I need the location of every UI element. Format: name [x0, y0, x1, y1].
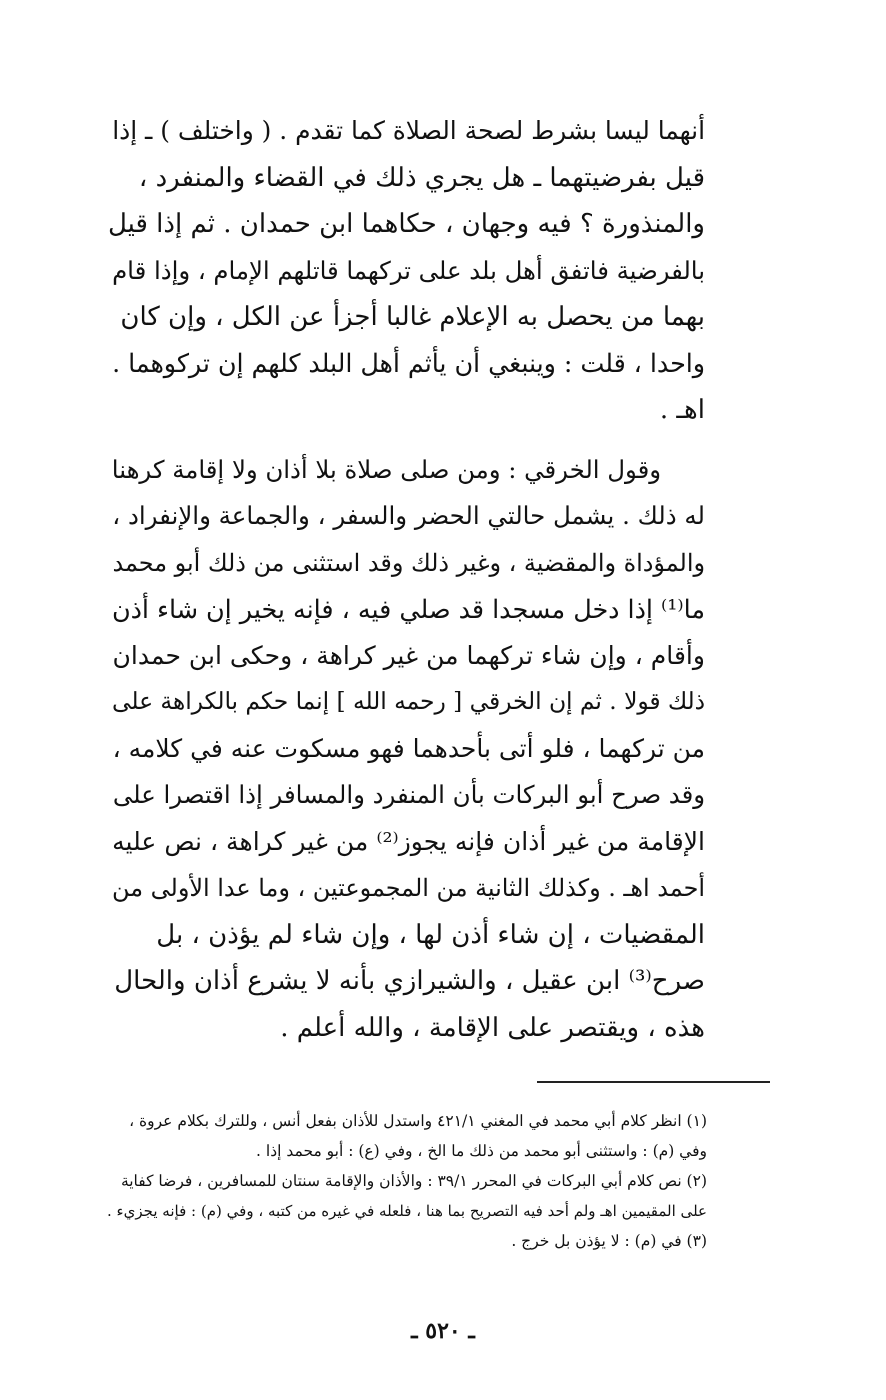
footnote-line: (١) انظر كلام أبي محمد في المغني ٤٢١/١ واستدل للأذان بفعل أنس ، وللترك بكلام عروة ، — [129, 1112, 707, 1130]
text-line: واحدا ، قلت : وينبغي أن يأثم أهل البلد كلهم إن تركوهما . — [112, 348, 705, 378]
text-line: وقول الخرقي : ومن صلى صلاة بلا أذان ولا إقامة كرهنا — [111, 454, 661, 484]
text-line: أنهما ليسا بشرط لصحة الصلاة كما تقدم . ( واختلف ) ـ إذا — [112, 116, 705, 145]
text-line: اهـ . — [659, 395, 705, 425]
text-line: وقد صرح أبو البركات بأن المنفرد والمسافر إذا اقتصرا على — [112, 780, 705, 809]
page-number: ـ ٥٢٠ ـ — [411, 1318, 475, 1344]
text-line: والمؤداة والمقضية ، وغير ذلك وقد استثنى من ذلك أبو محمد — [112, 548, 705, 577]
footnote-line: (٣) في (م) : لا يؤذن بل خرج . — [511, 1232, 707, 1250]
text-line: ما⁽¹⁾ إذا دخل مسجدا قد صلي فيه ، فإنه يخير إن شاء أذن — [111, 594, 705, 624]
text-line: من تركهما ، فلو أتى بأحدهما فهو مسكوت عنه في كلامه ، — [112, 733, 705, 763]
text-line: له ذلك . يشمل حالتي الحضر والسفر ، والجماعة والإنفراد ، — [112, 501, 705, 530]
footnote-line: على المقيمين اهـ ولم أحد فيه التصريح بما هنا ، فلعله في غيره من كتبه ، وفي (م) : فإنه يجزيء . — [106, 1202, 707, 1220]
footnote-line: (٢) نص كلام أبي البركات في المحرر ٣٩/١ : والأذان والإقامة سنتان للمسافرين ، فرضا كفاية — [120, 1172, 707, 1190]
text-line: صرح⁽³⁾ ابن عقيل ، والشيرازي بأنه لا يشرع أذان والحال — [114, 966, 705, 996]
footnote-line: وفي (م) : واستثنى أبو محمد من ذلك ما الخ ، وفي (ع) : أبو محمد إذا . — [256, 1142, 707, 1160]
text-line: وأقام ، وإن شاء تركهما من غير كراهة ، وحكى ابن حمدان — [112, 640, 705, 670]
text-line: بالفرضية فاتفق أهل بلد على تركهما قاتلهم الإمام ، وإذا قام — [112, 255, 705, 285]
footnote-divider — [537, 1081, 770, 1083]
text-line: الإقامة من غير أذان فإنه يجوز⁽²⁾ من غير كراهة ، نص عليه — [112, 826, 705, 856]
paragraph-2 — [100, 447, 705, 1052]
text-line: قيل بفرضيتهما ـ هل يجري ذلك في القضاء والمنفرد ، — [138, 162, 705, 193]
text-line: بهما من يحصل به الإعلام غالبا أجزأ عن الكل ، وإن كان — [120, 302, 705, 332]
main-text — [100, 108, 705, 1051]
text-line: أحمد اهـ . وكذلك الثانية من المجموعتين ، وما عدا الأولى من — [112, 874, 705, 902]
paragraph-1 — [100, 108, 705, 434]
text-line: والمنذورة ؟ فيه وجهان ، حكاهما ابن حمدان . ثم إذا قيل — [107, 209, 705, 239]
footnotes — [95, 1106, 707, 1256]
text-line: ذلك قولا . ثم إن الخرقي [ رحمه الله ] إنما حكم بالكراهة على — [112, 688, 705, 715]
text-line: هذه ، ويقتصر على الإقامة ، والله أعلم . — [280, 1012, 705, 1043]
text-line: المقضيات ، إن شاء أذن لها ، وإن شاء لم يؤذن ، بل — [156, 919, 705, 950]
